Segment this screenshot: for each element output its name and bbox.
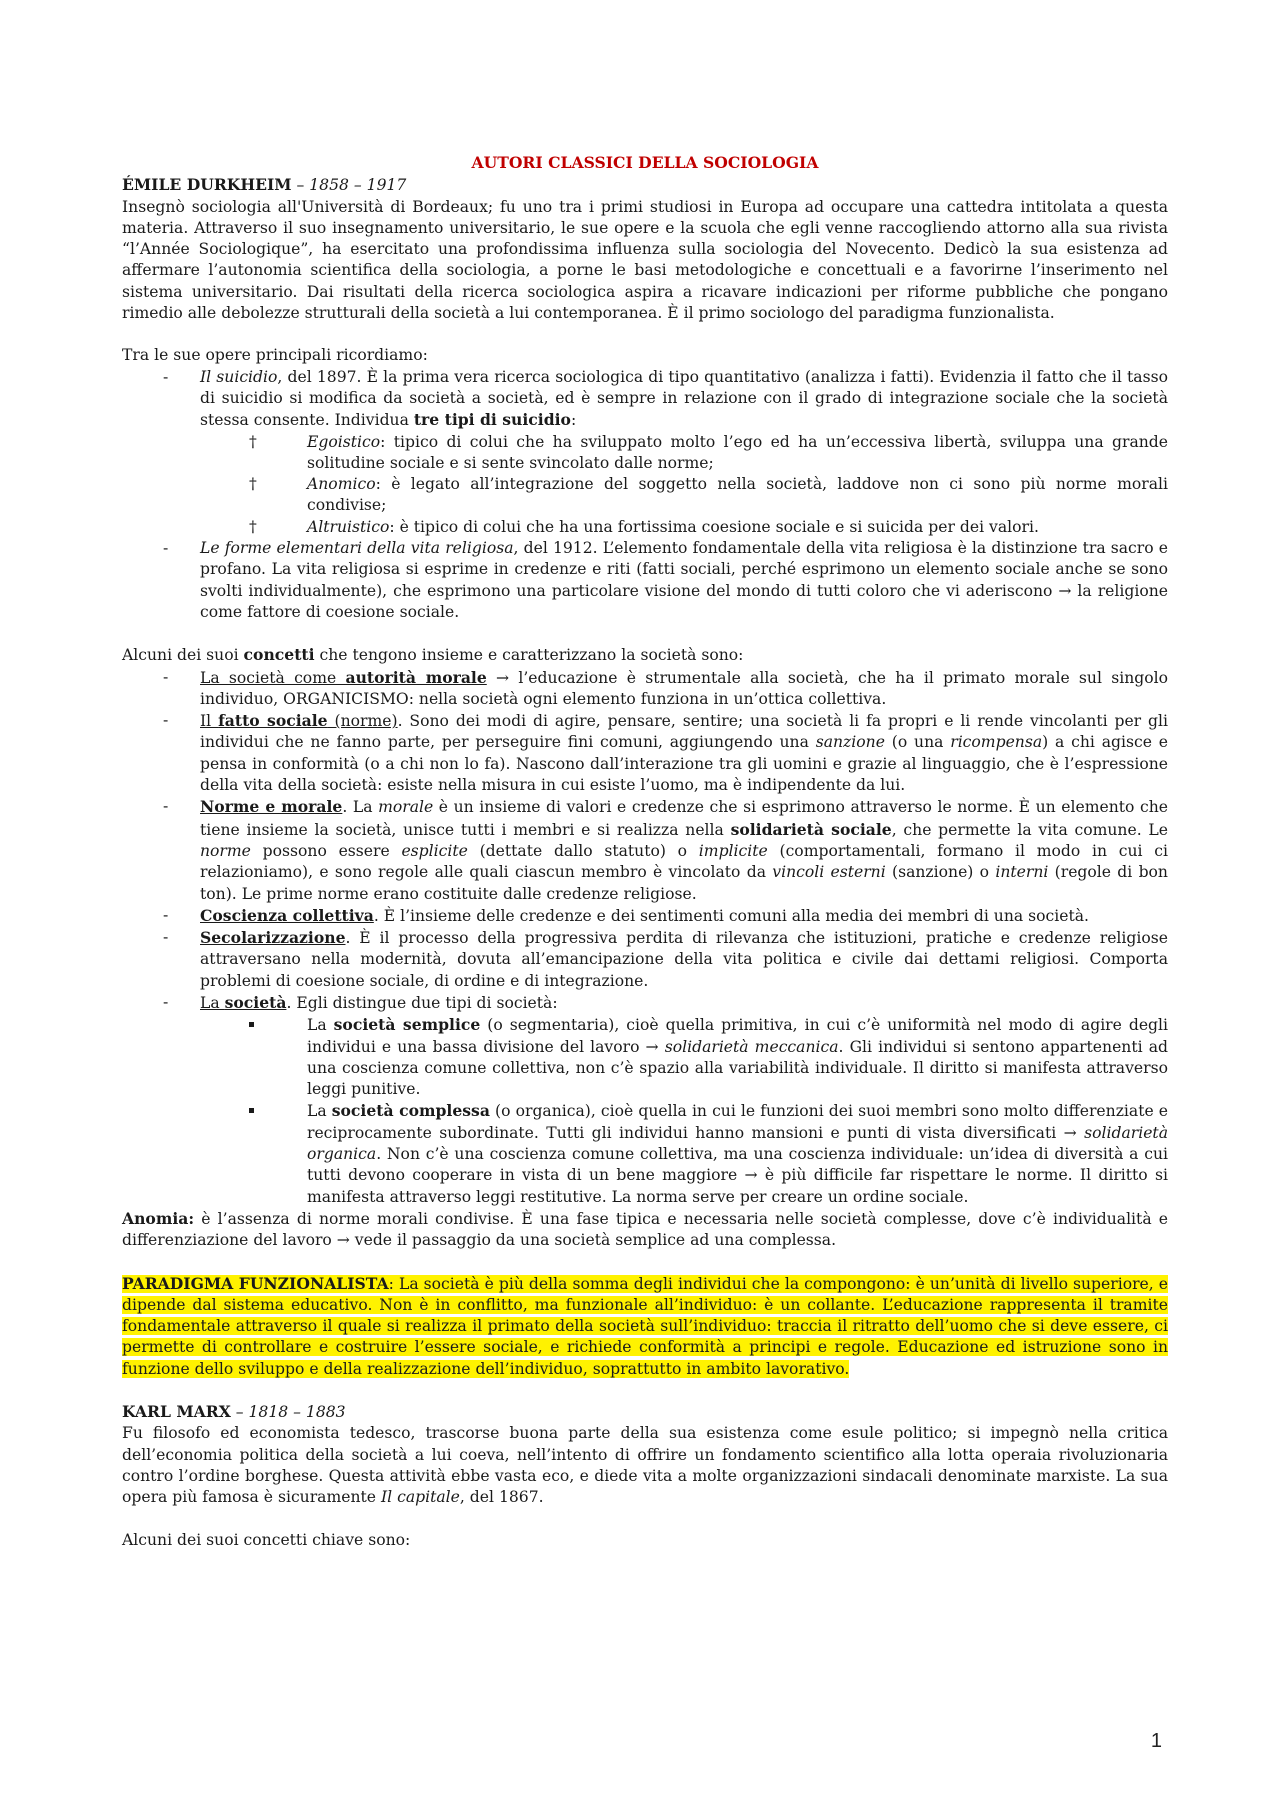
author-dates: 1818 – 1883 bbox=[248, 1403, 346, 1422]
list-item: - Secolarizzazione. È il processo della progressiva perdita di rilevanza che istituzioni, pratiche e credenze religiose attraversano nella modernità, dovuta all’emancipazione della vita politica e civile dai dettami religiosi. Comporta problemi di coesione sociale, di ordine e di integrazione. bbox=[163, 928, 1168, 990]
list-item: † Altruistico: è tipico di colui che ha una fortissima coesione sociale e si suicida per dei valori. bbox=[249, 517, 1039, 536]
list-item: - Coscienza collettiva. È l’insieme delle credenze e dei sentimenti comuni alla media dei membri di una società. bbox=[163, 905, 1089, 925]
author-name: KARL MARX bbox=[122, 1402, 231, 1422]
square-bullet-icon bbox=[249, 1108, 254, 1113]
marx-bio: Fu filosofo ed economista tedesco, trascorse buona parte della sua esistenza come esule politico; si impegnò nella critica dell’economia politica della società a lui coeva, nell’intento di offrire un fondamento scientifico alla lotta operaia rivoluzionaria contro l’ordine borghese. Questa attività ebbe vasta eco, e diede vita a molte organizzazioni sindacali denominate marxiste. La sua opera più famosa è sicuramente Il capitale, del 1867. bbox=[122, 1424, 1168, 1507]
author-dates: 1858 – 1917 bbox=[309, 176, 407, 195]
list-item: La società complessa (o organica), cioè quella in cui le funzioni dei suoi membri sono molto differenziate e reciprocamente subordinate. Tutti gli individui hanno mansioni e punti di vista diversificati → solidarietà organica. Non c’è una coscienza comune collettiva, ma una coscienza individuale: un’idea di diversità a cui tutti devono cooperare in vista di un bene maggiore → è più difficile far rispettare le norme. Il diritto si manifesta attraverso leggi restitutive. La norma serve per creare un ordine sociale. bbox=[122, 1100, 1168, 1207]
list-item: † Anomico: è legato all’integrazione del soggetto nella società, laddove non ci sono più norme morali condivise; bbox=[249, 475, 1168, 515]
marx-concepts-intro: Alcuni dei suoi concetti chiave sono: bbox=[122, 1530, 411, 1549]
list-item: - La società come autorità morale → l’educazione è strumentale alla società, che ha il primato morale sul singolo individuo, ORGANICISMO: nella società ogni elemento funziona in un’ottica collettiva. bbox=[163, 667, 1169, 708]
square-bullet-icon bbox=[249, 1022, 254, 1027]
list-item: La società semplice (o segmentaria), cioè quella primitiva, in cui c’è uniformità nel modo di agire degli individui e una bassa divisione del lavoro → solidarietà meccanica. Gli individui si sentono appartenenti ad una coscienza comune collettiva, non c’è spazio alla variabilità individuale. Il diritto si manifesta attraverso leggi punitive. bbox=[122, 1014, 1168, 1100]
durkheim-heading: ÉMILE DURKHEIM – 1858 – 1917 bbox=[122, 175, 407, 195]
list-item: - Le forme elementari della vita religiosa, del 1912. L’elemento fondamentale della vita religiosa è la distinzione tra sacro e profano. La vita religiosa si esprime in credenze e riti (fatti sociali, perché esprimono un elemento sociale anche se sono svolti individualmente), che esprimono una particolare visione del mondo di tutti coloro che vi aderiscono → la religione come fattore di coesione sociale. bbox=[163, 539, 1168, 621]
paradigma-funzionalista: PARADIGMA FUNZIONALISTA: La società è più della somma degli individui che la compongono: è un’unità di livello superiore, e dipende dal sistema educativo. Non è in conflitto, ma funzionale all’individuo: è un collante. L’educazione rappresenta il tramite fondamentale attraverso il quale si realizza il primato della società sull’individuo: traccia il ritratto dell’uomo che si deve essere, ci permette di controllare e costruire l’essere sociale, e richiede conformità a principi e regole. Educazione ed istruzione sono in funzione dello sviluppo e della realizzazione dell’individuo, soprattutto in ambito lavorativo. bbox=[122, 1273, 1169, 1378]
list-item: - Il fatto sociale (norme). Sono dei modi di agire, pensare, sentire; una società li fa propri e li rende vincolanti per gli individui che ne fanno parte, per perseguire fini comuni, aggiungendo una sanzione (o una ricompensa) a chi agisce e pensa in conformità (o a chi non lo fa). Nascono dall’interazione tra gli uomini e grazie al linguaggio, che è l’espressione della vita della società: esiste nella misura in cui esiste l’uomo, ma è indipendente da lui. bbox=[163, 711, 1168, 795]
list-item: - Il suicidio, del 1897. È la prima vera ricerca sociologica di tipo quantitativo (analizza i fatti). Evidenzia il fatto che il tasso di suicidio si modifica da società a società, ed è sempre in relazione con il grado di integrazione sociale che la società stessa consente. Individua tre tipi di suicidio: bbox=[163, 367, 1168, 430]
marx-heading: KARL MARX – 1818 – 1883 bbox=[122, 1402, 346, 1422]
durkheim-bio: Insegnò sociologia all'Università di Bordeaux; fu uno tra i primi studiosi in Europa ad occupare una cattedra intitolata a questa materia. Attraverso il suo insegnamento universitario, le sue opere e la scuola che egli venne raccogliendo attorno alla sua rivista “l’Année Sociologique”, ha esercitato una profondissima influenza sulla sociologia del Novecento. Dedicò la sua esistenza ad affermare l’autonomia scientifica della sociologia, a porne le basi metodologiche e concettuali e a favorirne l’inserimento nel sistema universitario. Dai risultati della ricerca sociologica aspira a ricavare indicazioni per riforme pubbliche che pongano rimedio alle debolezze strutturali della società a lui contemporanea. È il primo sociologo del paradigma funzionalista. bbox=[122, 197, 1168, 323]
list-item: - La società. Egli distingue due tipi di società: bbox=[163, 992, 558, 1012]
concepts-intro: Alcuni dei suoi concetti che tengono insieme e caratterizzano la società sono: bbox=[122, 645, 744, 665]
page-title: AUTORI CLASSICI DELLA SOCIOLOGIA bbox=[471, 153, 819, 172]
list-item: - Norme e morale. La morale è un insieme di valori e credenze che si esprimono attraverso le norme. È un elemento che tiene insieme la società, unisce tutti i membri e si realizza nella solidarietà sociale, che permette la vita comune. Le norme possono essere esplicite (dettate dallo statuto) o implicite (comportamentali, formano il modo in cui ci relazioniamo), e sono regole alle quali ciascun membro è vincolato da vincoli esterni (sanzione) o interni (regole di bon ton). Le prime norme erano costituite dalle credenze religiose. bbox=[163, 797, 1168, 903]
works-intro: Tra le sue opere principali ricordiamo: bbox=[122, 346, 428, 365]
author-name: ÉMILE DURKHEIM bbox=[122, 175, 292, 195]
anomia-definition: Anomia: è l’assenza di norme morali condivise. È una fase tipica e necessaria nelle società complesse, dove c’è individualità e differenziazione del lavoro → vede il passaggio da una società semplice ad una complessa. bbox=[122, 1208, 1168, 1250]
page-number: 1 bbox=[1150, 1730, 1162, 1752]
list-item: † Egoistico: tipico di colui che ha sviluppato molto l’ego ed ha un’eccessiva libertà, sviluppa una grande solitudine sociale e si sente svincolato dalle norme; bbox=[249, 432, 1168, 472]
document-page bbox=[122, 152, 1168, 1551]
